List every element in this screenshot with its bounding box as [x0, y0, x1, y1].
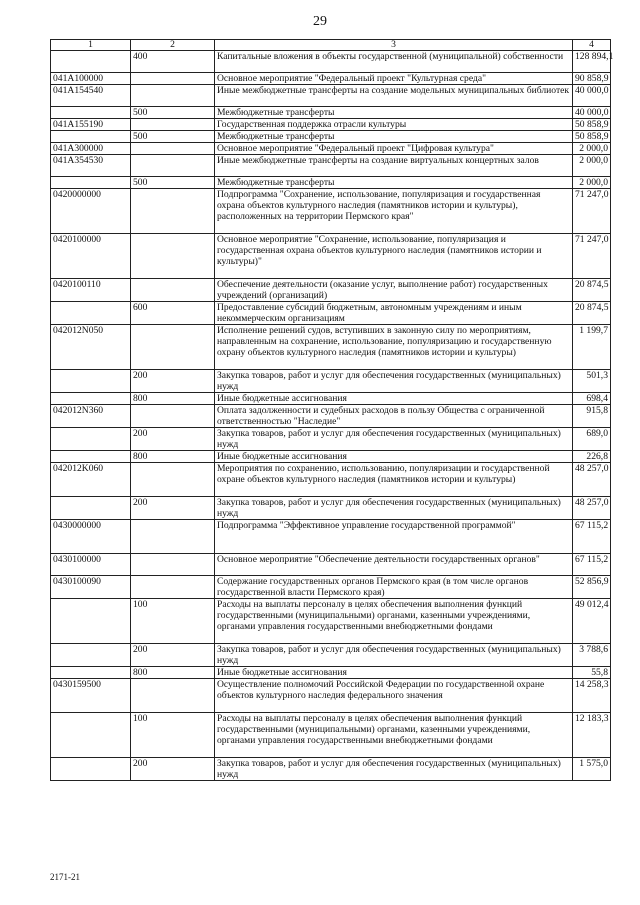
row-expense-type-cell: 100: [131, 599, 215, 644]
table-row: [51, 302, 611, 325]
table-row: [51, 451, 611, 463]
row-expense-type-cell: [131, 325, 215, 370]
row-name-cell: Иные бюджетные ассигнования: [215, 393, 573, 405]
row-code-cell: 0430000000: [51, 520, 131, 554]
row-sum-cell: 915,8: [573, 405, 611, 428]
table-row: [51, 73, 611, 85]
row-code-cell: [51, 497, 131, 520]
row-expense-type-cell: [131, 143, 215, 155]
row-sum-cell: 14 258,3: [573, 679, 611, 713]
row-sum-cell: 2 000,0: [573, 155, 611, 177]
row-sum-cell: 40 000,0: [573, 85, 611, 107]
row-name-cell: Закупка товаров, работ и услуг для обеспечения государственных (муниципальных) нужд: [215, 370, 573, 393]
row-sum-cell: 2 000,0: [573, 143, 611, 155]
table-row: [51, 85, 611, 107]
row-code-cell: 0420000000: [51, 189, 131, 234]
row-sum-cell: 90 858,9: [573, 73, 611, 85]
row-name-cell: Мероприятия по сохранению, использованию, популяризации и государственной охране объектов культурного наследия (памятников истории и культуры): [215, 463, 573, 497]
table-row: [51, 279, 611, 302]
row-expense-type-cell: 800: [131, 393, 215, 405]
table-row: [51, 370, 611, 393]
row-code-cell: [51, 131, 131, 143]
row-name-cell: Основное мероприятие "Сохранение, использование, популяризация и государственная охрана объектов культурного наследия (памятников истории и культуры)": [215, 234, 573, 279]
row-name-cell: Расходы на выплаты персоналу в целях обеспечения выполнения функций государственными (муниципальными) органами, казенными учреждениями, органами управления государственными внебюджетными фондами: [215, 713, 573, 758]
row-name-cell: Закупка товаров, работ и услуг для обеспечения государственных (муниципальных) нужд: [215, 497, 573, 520]
row-expense-type-cell: 100: [131, 713, 215, 758]
column-header: 4: [573, 40, 611, 51]
document-number: 2171-21: [50, 872, 80, 882]
table-row: [51, 51, 611, 73]
table-row: [51, 143, 611, 155]
row-name-cell: Основное мероприятие "Федеральный проект "Цифровая культура": [215, 143, 573, 155]
row-expense-type-cell: 500: [131, 107, 215, 119]
row-name-cell: Иные межбюджетные трансферты на создание модельных муниципальных библиотек: [215, 85, 573, 107]
table-row: [51, 463, 611, 497]
row-expense-type-cell: [131, 279, 215, 302]
row-sum-cell: 12 183,3: [573, 713, 611, 758]
row-name-cell: Предоставление субсидий бюджетным, автономным учреждениям и иным некоммерческим организациям: [215, 302, 573, 325]
column-header: 1: [51, 40, 131, 51]
row-sum-cell: 71 247,0: [573, 234, 611, 279]
row-sum-cell: 1 199,7: [573, 325, 611, 370]
table-row: [51, 520, 611, 554]
row-name-cell: Иные межбюджетные трансферты на создание виртуальных концертных залов: [215, 155, 573, 177]
table-row: [51, 713, 611, 758]
row-code-cell: [51, 177, 131, 189]
row-code-cell: [51, 51, 131, 73]
table-row: [51, 189, 611, 234]
table-row: [51, 554, 611, 576]
row-name-cell: Основное мероприятие "Обеспечение деятельности государственных органов": [215, 554, 573, 576]
row-sum-cell: 2 000,0: [573, 177, 611, 189]
table-row: [51, 599, 611, 644]
table-body: [51, 51, 614, 781]
table-row: [51, 428, 611, 451]
table-row: [51, 679, 611, 713]
row-name-cell: Исполнение решений судов, вступивших в законную силу по мероприятиям, направленным на сохранение, использование, популяризацию и государственную охрану объектов культурного наследия (памятников истории и культуры): [215, 325, 573, 370]
row-name-cell: Основное мероприятие "Федеральный проект "Культурная среда": [215, 73, 573, 85]
row-expense-type-cell: 800: [131, 667, 215, 679]
row-sum-cell: 3 788,6: [573, 644, 611, 667]
row-sum-cell: 50 858,9: [573, 119, 611, 131]
row-expense-type-cell: [131, 119, 215, 131]
row-name-cell: Иные бюджетные ассигнования: [215, 667, 573, 679]
row-expense-type-cell: [131, 155, 215, 177]
row-code-cell: 042012N360: [51, 405, 131, 428]
row-code-cell: [51, 667, 131, 679]
row-code-cell: 0430159500: [51, 679, 131, 713]
table-row: [51, 667, 611, 679]
row-sum-cell: 226,8: [573, 451, 611, 463]
row-code-cell: [51, 758, 131, 781]
row-code-cell: [51, 451, 131, 463]
row-expense-type-cell: [131, 73, 215, 85]
row-code-cell: [51, 644, 131, 667]
row-name-cell: Оплата задолженности и судебных расходов в пользу Общества с ограниченной ответственностью "Наследие": [215, 405, 573, 428]
row-expense-type-cell: 200: [131, 497, 215, 520]
column-header: 2: [131, 40, 215, 51]
row-code-cell: [51, 428, 131, 451]
row-code-cell: 041A154540: [51, 85, 131, 107]
row-code-cell: [51, 599, 131, 644]
row-name-cell: Капитальные вложения в объекты государственной (муниципальной) собственности: [215, 51, 573, 73]
row-sum-cell: 689,0: [573, 428, 611, 451]
row-expense-type-cell: [131, 679, 215, 713]
row-sum-cell: 67 115,2: [573, 520, 611, 554]
row-name-cell: Иные бюджетные ассигнования: [215, 451, 573, 463]
row-name-cell: Закупка товаров, работ и услуг для обеспечения государственных (муниципальных) нужд: [215, 428, 573, 451]
row-expense-type-cell: 800: [131, 451, 215, 463]
row-name-cell: Межбюджетные трансферты: [215, 107, 573, 119]
row-code-cell: 0420100110: [51, 279, 131, 302]
row-expense-type-cell: [131, 85, 215, 107]
row-expense-type-cell: 600: [131, 302, 215, 325]
row-expense-type-cell: 500: [131, 131, 215, 143]
row-sum-cell: 52 856,9: [573, 576, 611, 599]
row-sum-cell: 1 575,0: [573, 758, 611, 781]
row-name-cell: Обеспечение деятельности (оказание услуг, выполнение работ) государственных учреждений (организаций): [215, 279, 573, 302]
table-row: [51, 107, 611, 119]
row-expense-type-cell: 200: [131, 758, 215, 781]
row-expense-type-cell: [131, 576, 215, 599]
row-sum-cell: 40 000,0: [573, 107, 611, 119]
row-expense-type-cell: 400: [131, 51, 215, 73]
row-name-cell: Расходы на выплаты персоналу в целях обеспечения выполнения функций государственными (муниципальными) органами, казенными учреждениями, органами управления государственными внебюджетными фондами: [215, 599, 573, 644]
row-name-cell: Содержание государственных органов Пермского края (в том числе органов государственной власти Пермского края): [215, 576, 573, 599]
row-name-cell: Подпрограмма "Сохранение, использование, популяризация и государственная охрана объектов культурного наследия (памятников истории и культуры), расположенных на территории Пермского края": [215, 189, 573, 234]
row-code-cell: 041A100000: [51, 73, 131, 85]
table-row: [51, 497, 611, 520]
row-expense-type-cell: 500: [131, 177, 215, 189]
table-row: [51, 131, 611, 143]
row-expense-type-cell: [131, 520, 215, 554]
row-sum-cell: 128 894,1: [573, 51, 611, 73]
row-code-cell: [51, 370, 131, 393]
row-name-cell: Государственная поддержка отрасли культуры: [215, 119, 573, 131]
row-name-cell: Закупка товаров, работ и услуг для обеспечения государственных (муниципальных) нужд: [215, 758, 573, 781]
row-expense-type-cell: [131, 405, 215, 428]
row-sum-cell: 49 012,4: [573, 599, 611, 644]
table-row: [51, 758, 611, 781]
row-code-cell: 0430100000: [51, 554, 131, 576]
row-sum-cell: 50 858,9: [573, 131, 611, 143]
row-name-cell: Подпрограмма "Эффективное управление государственной программой": [215, 520, 573, 554]
row-sum-cell: 71 247,0: [573, 189, 611, 234]
row-sum-cell: 67 115,2: [573, 554, 611, 576]
row-sum-cell: 55,8: [573, 667, 611, 679]
table-row: [51, 119, 611, 131]
row-expense-type-cell: [131, 234, 215, 279]
table-header-row: [51, 40, 611, 51]
budget-table: [50, 39, 614, 781]
table-row: [51, 234, 611, 279]
table-row: [51, 155, 611, 177]
table-row: [51, 644, 611, 667]
row-name-cell: Осуществление полномочий Российской Федерации по государственной охране объектов культурного наследия федерального значения: [215, 679, 573, 713]
table-row: [51, 393, 611, 405]
row-code-cell: 041A300000: [51, 143, 131, 155]
row-code-cell: [51, 393, 131, 405]
row-code-cell: 0420100000: [51, 234, 131, 279]
row-code-cell: [51, 302, 131, 325]
row-sum-cell: 501,3: [573, 370, 611, 393]
table-row: [51, 405, 611, 428]
row-name-cell: Межбюджетные трансферты: [215, 177, 573, 189]
row-code-cell: 0430100090: [51, 576, 131, 599]
row-name-cell: Межбюджетные трансферты: [215, 131, 573, 143]
table-row: [51, 325, 611, 370]
table-row: [51, 576, 611, 599]
row-code-cell: 041A155190: [51, 119, 131, 131]
row-expense-type-cell: [131, 554, 215, 576]
row-code-cell: 042012N050: [51, 325, 131, 370]
row-expense-type-cell: [131, 463, 215, 497]
row-sum-cell: 20 874,5: [573, 279, 611, 302]
row-name-cell: Закупка товаров, работ и услуг для обеспечения государственных (муниципальных) нужд: [215, 644, 573, 667]
row-sum-cell: 48 257,0: [573, 463, 611, 497]
row-expense-type-cell: 200: [131, 370, 215, 393]
row-sum-cell: 20 874,5: [573, 302, 611, 325]
row-code-cell: 042012K060: [51, 463, 131, 497]
row-sum-cell: 698,4: [573, 393, 611, 405]
row-expense-type-cell: 200: [131, 428, 215, 451]
row-expense-type-cell: 200: [131, 644, 215, 667]
page-number: 29: [313, 14, 327, 29]
row-code-cell: [51, 713, 131, 758]
table-row: [51, 177, 611, 189]
column-header: 3: [215, 40, 573, 51]
row-code-cell: [51, 107, 131, 119]
row-expense-type-cell: [131, 189, 215, 234]
row-code-cell: 041A354530: [51, 155, 131, 177]
row-sum-cell: 48 257,0: [573, 497, 611, 520]
